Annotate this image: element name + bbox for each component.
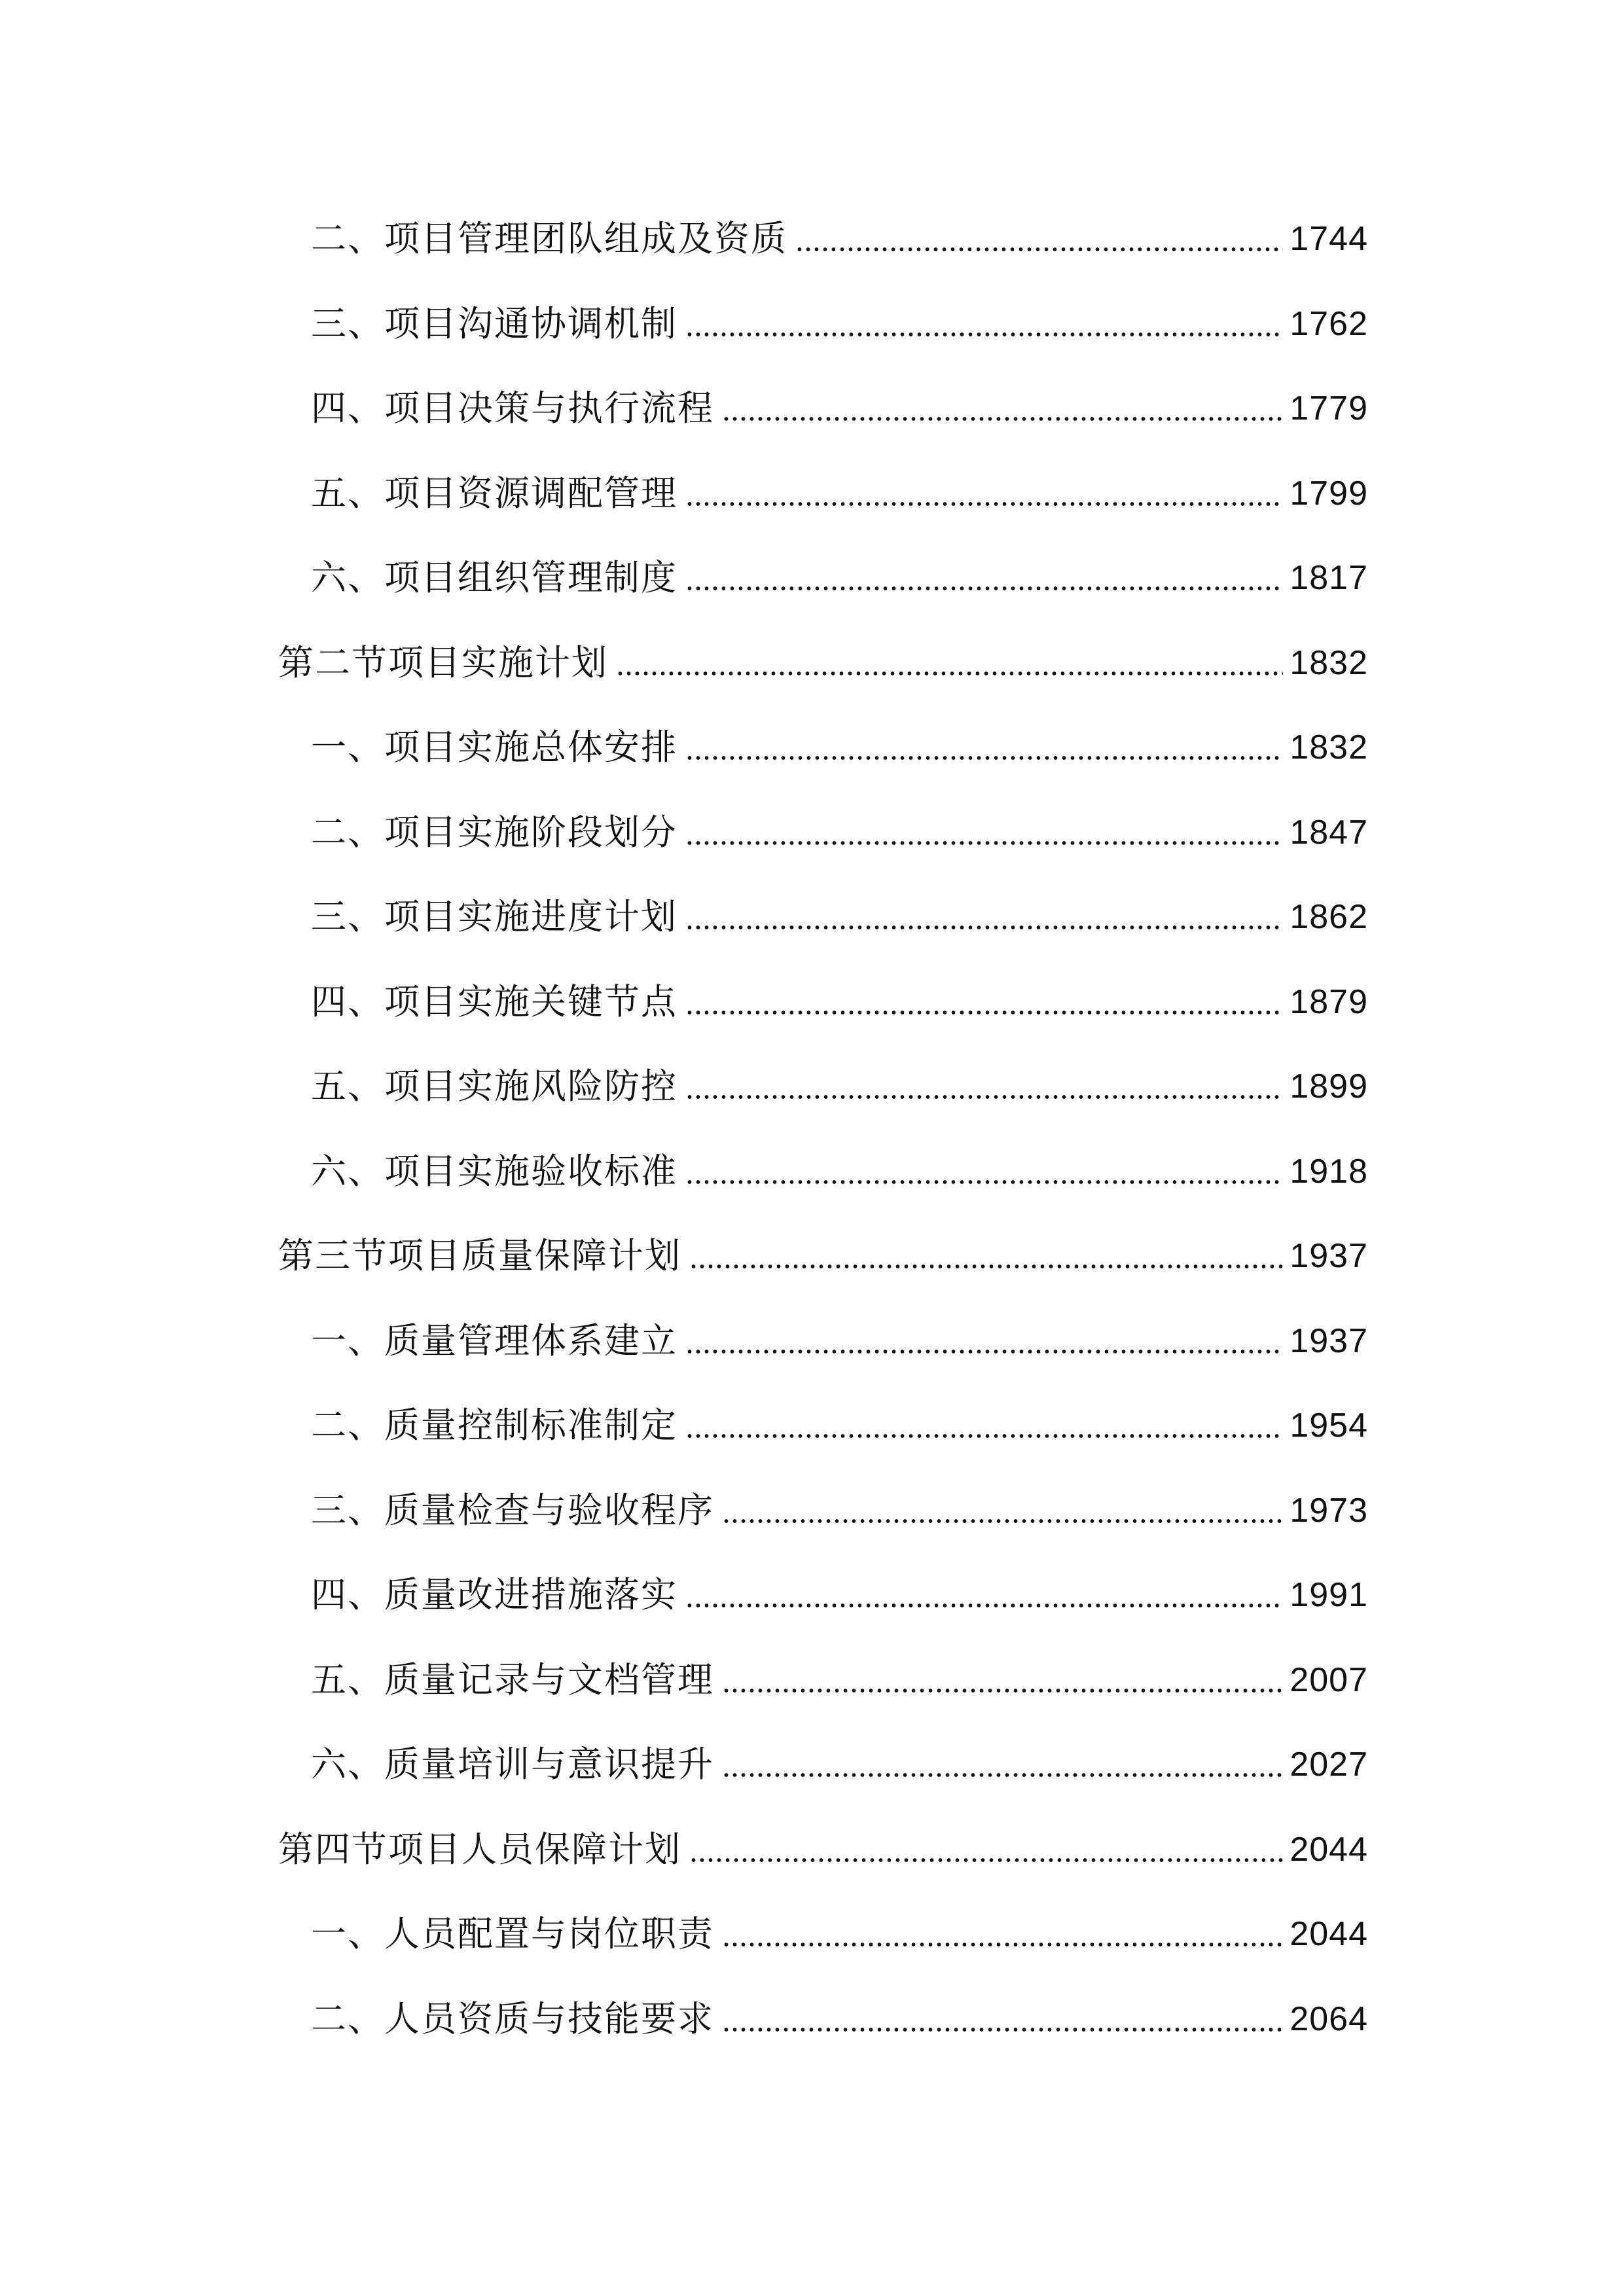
toc-entry[interactable] xyxy=(311,206,1368,272)
toc-dot-leader xyxy=(685,1433,1283,1439)
toc-dot-leader xyxy=(685,840,1283,846)
toc-dot-leader xyxy=(685,331,1283,338)
toc-entry-page: 1847 xyxy=(1290,814,1368,852)
toc-entry[interactable] xyxy=(311,969,1368,1035)
toc-entry[interactable] xyxy=(311,884,1368,950)
toc-entry-title: 五、项目实施风险防控 xyxy=(311,1066,677,1107)
toc-dot-leader xyxy=(685,501,1283,507)
toc-entry-page: 1744 xyxy=(1290,220,1368,258)
toc-dot-leader xyxy=(685,1602,1283,1609)
toc-section-heading[interactable] xyxy=(278,1223,1368,1289)
toc-entry[interactable] xyxy=(311,800,1368,865)
toc-entry-title: 四、项目决策与执行流程 xyxy=(311,387,714,429)
toc-dot-leader xyxy=(722,1941,1283,1948)
toc-dot-leader xyxy=(685,1179,1283,1185)
toc-entry-title: 五、质量记录与文档管理 xyxy=(311,1659,714,1700)
toc-entry-title: 一、人员配置与岗位职责 xyxy=(311,1913,714,1954)
toc-dot-leader xyxy=(689,1263,1283,1270)
toc-entry[interactable] xyxy=(311,376,1368,441)
toc-entry-title: 第三节项目质量保障计划 xyxy=(278,1235,681,1276)
toc-dot-leader xyxy=(722,1772,1283,1778)
toc-entry-title: 三、项目沟通协调机制 xyxy=(311,303,677,344)
toc-entry[interactable] xyxy=(311,1732,1368,1797)
toc-entry-page: 1879 xyxy=(1290,983,1368,1021)
toc-entry-title: 二、项目实施阶段划分 xyxy=(311,812,677,853)
toc-dot-leader xyxy=(722,1687,1283,1694)
toc-entry[interactable] xyxy=(311,1986,1368,2052)
toc-entry[interactable] xyxy=(311,291,1368,357)
toc-entry-page: 1918 xyxy=(1290,1153,1368,1191)
toc-dot-leader xyxy=(685,1094,1283,1100)
toc-entry-title: 五、项目资源调配管理 xyxy=(311,473,677,514)
toc-entry[interactable] xyxy=(311,545,1368,611)
toc-entry-page: 1991 xyxy=(1290,1576,1368,1614)
toc-entry[interactable] xyxy=(311,1308,1368,1374)
toc-entry-page: 1862 xyxy=(1290,898,1368,936)
toc-entry-title: 四、项目实施关键节点 xyxy=(311,981,677,1022)
toc-entry-page: 1832 xyxy=(1290,644,1368,682)
toc-entry-page: 2007 xyxy=(1290,1661,1368,1699)
toc-entry-title: 六、项目组织管理制度 xyxy=(311,557,677,598)
toc-entry-page: 1817 xyxy=(1290,559,1368,597)
toc-entry-title: 四、质量改进措施落实 xyxy=(311,1574,677,1615)
toc-entry-title: 六、项目实施验收标准 xyxy=(311,1151,677,1192)
toc-section-heading[interactable] xyxy=(278,1817,1368,1882)
toc-entry-page: 1832 xyxy=(1290,728,1368,766)
toc-dot-leader xyxy=(722,416,1283,422)
toc-dot-leader xyxy=(722,2026,1283,2033)
toc-entry-page: 1762 xyxy=(1290,305,1368,343)
toc-entry[interactable] xyxy=(311,1054,1368,1119)
toc-entry-title: 六、质量培训与意识提升 xyxy=(311,1744,714,1785)
toc-entry-title: 一、质量管理体系建立 xyxy=(311,1320,677,1361)
toc-entry-title: 第四节项目人员保障计划 xyxy=(278,1829,681,1870)
toc-dot-leader xyxy=(685,585,1283,592)
toc-entry[interactable] xyxy=(311,461,1368,526)
toc-entry-page: 1937 xyxy=(1290,1237,1368,1275)
toc-entry-page: 1937 xyxy=(1290,1322,1368,1360)
toc-dot-leader xyxy=(795,246,1283,253)
toc-dot-leader xyxy=(722,1518,1283,1524)
toc-entry-title: 三、质量检查与验收程序 xyxy=(311,1490,714,1531)
toc-entry-page: 1779 xyxy=(1290,389,1368,427)
toc-entry-page: 1954 xyxy=(1290,1407,1368,1444)
toc-entry[interactable] xyxy=(311,1478,1368,1543)
toc-entry-title: 第二节项目实施计划 xyxy=(278,642,608,683)
toc-entry-title: 一、项目实施总体安排 xyxy=(311,726,677,768)
toc-entry[interactable] xyxy=(311,1901,1368,1967)
toc-entry-title: 三、项目实施进度计划 xyxy=(311,896,677,937)
toc-entry-page: 2044 xyxy=(1290,1915,1368,1953)
toc-entry[interactable] xyxy=(311,1139,1368,1204)
toc-entry-page: 1973 xyxy=(1290,1492,1368,1530)
toc-dot-leader xyxy=(685,924,1283,931)
toc-entry-page: 1899 xyxy=(1290,1067,1368,1105)
toc-dot-leader xyxy=(685,755,1283,761)
toc-entry[interactable] xyxy=(311,715,1368,780)
toc-dot-leader xyxy=(689,1857,1283,1863)
toc-entry-page: 2027 xyxy=(1290,1746,1368,1784)
toc-dot-leader xyxy=(685,1348,1283,1355)
toc-entry[interactable] xyxy=(311,1647,1368,1713)
toc-entry[interactable] xyxy=(311,1562,1368,1628)
toc-entry-page: 1799 xyxy=(1290,475,1368,512)
toc-entry-page: 2064 xyxy=(1290,2000,1368,2038)
toc-dot-leader xyxy=(616,670,1283,677)
toc-entry-title: 二、项目管理团队组成及资质 xyxy=(311,218,787,259)
toc-entry-title: 二、质量控制标准制定 xyxy=(311,1405,677,1446)
toc-section-heading[interactable] xyxy=(278,630,1368,696)
toc-entry[interactable] xyxy=(311,1393,1368,1458)
toc-dot-leader xyxy=(685,1009,1283,1016)
toc-entry-title: 二、人员资质与技能要求 xyxy=(311,1998,714,2039)
toc-entry-page: 2044 xyxy=(1290,1831,1368,1869)
